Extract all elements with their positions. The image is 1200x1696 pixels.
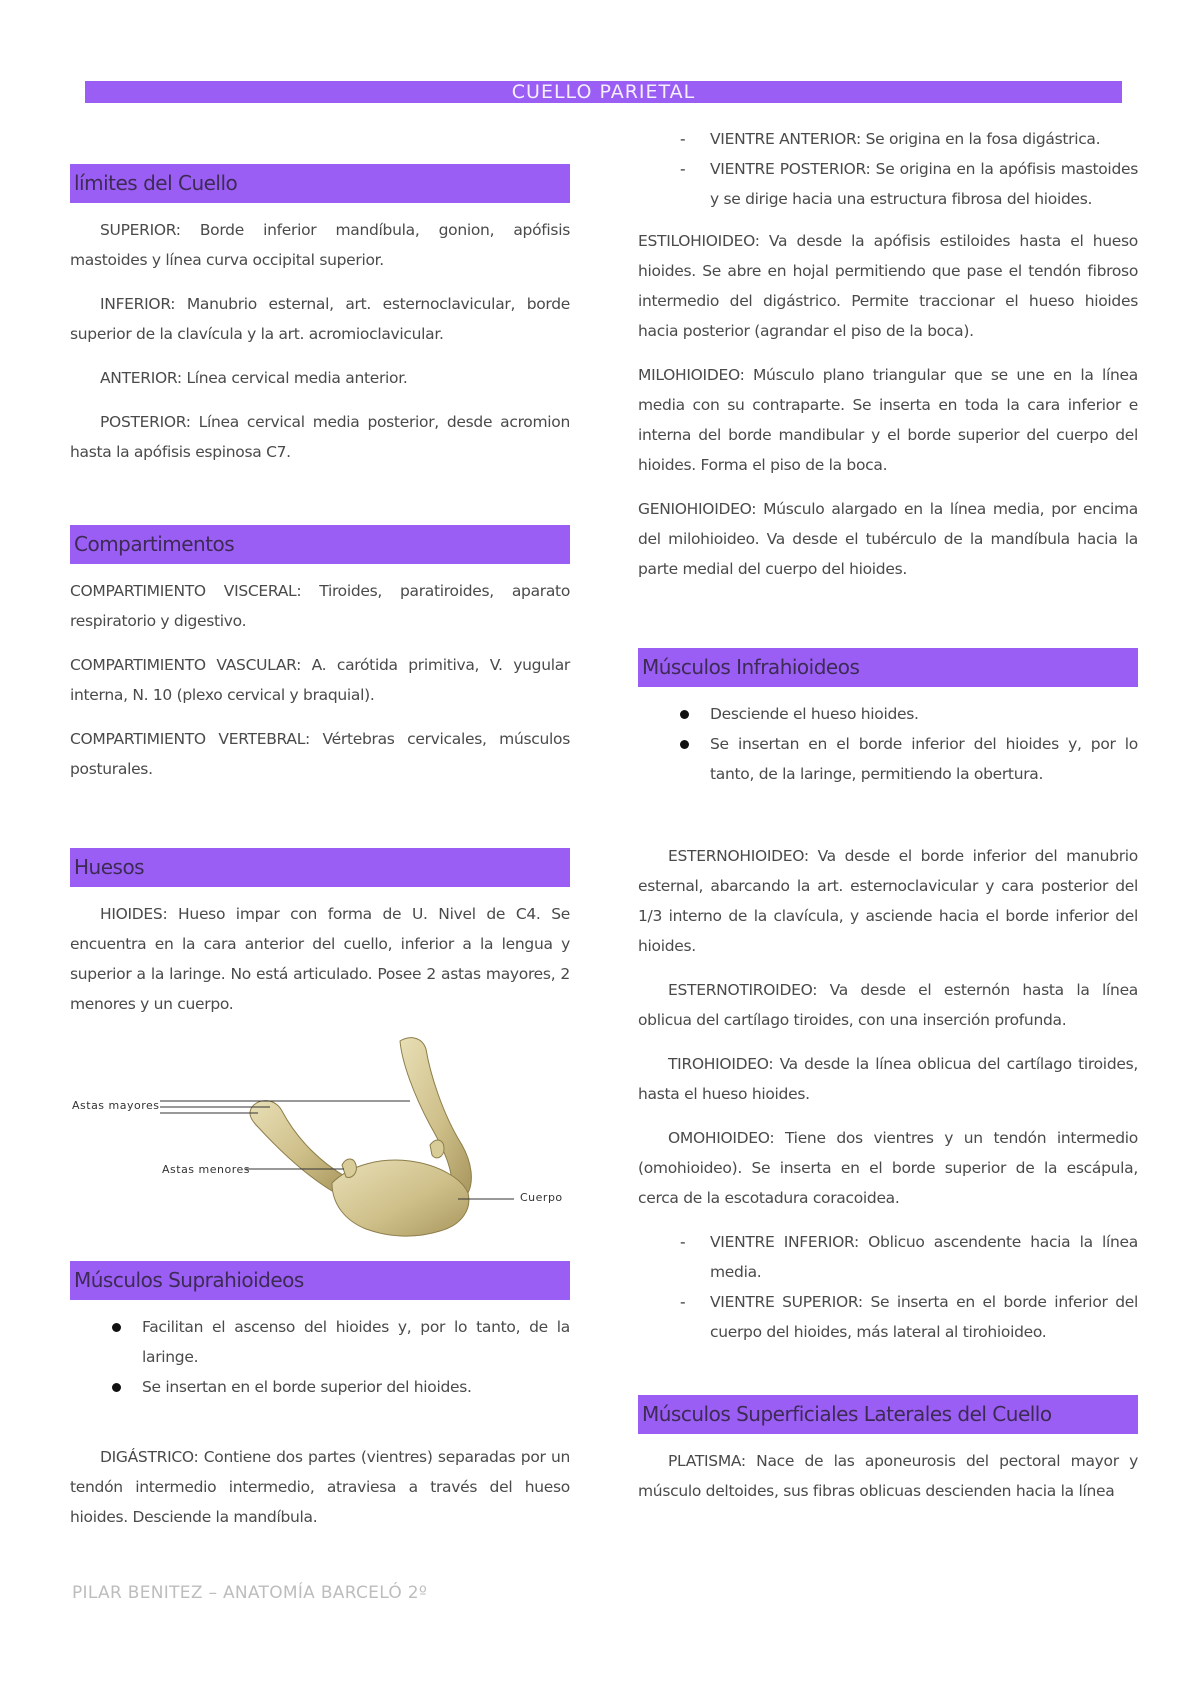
paragraph: OMOHIOIDEO: Tiene dos vientres y un tendón intermedio (omohioideo). Se inserta en el borde superior de la escápula, cerca de la escotadura coracoidea.: [638, 1129, 1138, 1207]
paragraph: GENIOHIOIDEO: Músculo alargado en la línea media, por encima del milohioideo. Va desde el tubérculo de la mandíbula hacia la parte medial del cuerpo del hioides.: [638, 500, 1138, 578]
page-title: CUELLO PARIETAL: [85, 81, 1122, 103]
page-footer: PILAR BENITEZ – ANATOMÍA BARCELÓ 2º: [72, 1583, 428, 1603]
figure-label-cuerpo: Cuerpo: [520, 1191, 563, 1204]
bullet-dot-icon: [112, 1312, 121, 1342]
list-item: - VIENTRE POSTERIOR: Se origina en la apófisis mastoides y se dirige hacia una estructura fibrosa del hioides.: [638, 154, 1138, 214]
dash-icon: -: [680, 1233, 686, 1251]
list-item: Desciende el hueso hioides.: [638, 699, 1138, 729]
figure-label-astas-mayores: Astas mayores: [72, 1099, 160, 1112]
bullet-dot-icon: [112, 1372, 121, 1402]
paragraph: HIOIDES: Hueso impar con forma de U. Nivel de C4. Se encuentra en la cara anterior del cuello, inferior a la lengua y superior a la laringe. No está articulado. Posee 2 astas mayores, 2 menores y un cuerpo.: [70, 905, 570, 1013]
paragraph: COMPARTIMIENTO VASCULAR: A. carótida primitiva, V. yugular interna, N. 10 (plexo cervical y braquial).: [70, 656, 570, 704]
list-item: Facilitan el ascenso del hioides y, por lo tanto, de la laringe.: [70, 1312, 570, 1372]
paragraph: SUPERIOR: Borde inferior mandíbula, gonion, apófisis mastoides y línea curva occipital superior.: [70, 221, 570, 269]
figure-label-astas-menores: Astas menores: [162, 1163, 251, 1176]
hyoid-bone-figure: [70, 1033, 570, 1255]
list-item: - VIENTRE SUPERIOR: Se inserta en el borde inferior del cuerpo del hioides, más lateral al tirohioideo.: [638, 1287, 1138, 1347]
paragraph: PLATISMA: Nace de las aponeurosis del pectoral mayor y músculo deltoides, sus fibras oblicuas descienden hacia la línea: [638, 1452, 1138, 1500]
bullet-dot-icon: [680, 729, 689, 759]
paragraph: COMPARTIMIENTO VISCERAL: Tiroides, paratiroides, aparato respiratorio y digestivo.: [70, 582, 570, 630]
dash-icon: -: [680, 1293, 686, 1311]
section-heading-infrahioideos: Músculos Infrahioideos: [638, 648, 1138, 687]
paragraph: ESTILOHIOIDEO: Va desde la apófisis estiloides hasta el hueso hioides. Se abre en hojal permitiendo que pase el tendón fibroso intermedio del digástrico. Permite traccionar el hueso hioides hacia posterior (agrandar el piso de la boca).: [638, 232, 1138, 340]
dash-list: [638, 124, 1138, 214]
paragraph: INFERIOR: Manubrio esternal, art. esternoclavicular, borde superior de la clavícula y la art. acromioclavicular.: [70, 295, 570, 343]
section-heading-huesos: Huesos: [70, 848, 570, 887]
section-heading-limites: límites del Cuello: [70, 164, 570, 203]
section-heading-compartimentos: Compartimentos: [70, 525, 570, 564]
paragraph: ESTERNOHIOIDEO: Va desde el borde inferior del manubrio esternal, abarcando la art. esternoclavicular y cara posterior del 1/3 interno de la clavícula, y asciende hacia el borde inferior del hioides.: [638, 847, 1138, 955]
list-item: Se insertan en el borde superior del hioides.: [70, 1372, 570, 1402]
dash-list: [638, 1227, 1138, 1347]
section-heading-suprahioideos: Músculos Suprahioideos: [70, 1261, 570, 1300]
list-item: - VIENTRE ANTERIOR: Se origina en la fosa digástrica.: [638, 124, 1138, 154]
paragraph: DIGÁSTRICO: Contiene dos partes (vientres) separadas por un tendón intermedio intermedio, atraviesa a través del hueso hioides. Desciende la mandíbula.: [70, 1448, 570, 1526]
bullet-list: [638, 699, 1138, 789]
paragraph: MILOHIOIDEO: Músculo plano triangular que se une en la línea media con su contraparte. Se inserta en toda la cara inferior e interna del borde mandibular y el borde superior del cuerpo del hioides. Forma el piso de la boca.: [638, 366, 1138, 474]
list-item: - VIENTRE INFERIOR: Oblicuo ascendente hacia la línea media.: [638, 1227, 1138, 1287]
paragraph: ESTERNOTIROIDEO: Va desde el esternón hasta la línea oblicua del cartílago tiroides, con una inserción profunda.: [638, 981, 1138, 1029]
dash-icon: -: [680, 160, 686, 178]
paragraph: POSTERIOR: Línea cervical media posterior, desde acromion hasta la apófisis espinosa C7.: [70, 413, 570, 461]
list-item: Se insertan en el borde inferior del hioides y, por lo tanto, de la laringe, permitiendo la obertura.: [638, 729, 1138, 789]
paragraph: COMPARTIMIENTO VERTEBRAL: Vértebras cervicales, músculos posturales.: [70, 730, 570, 778]
paragraph: ANTERIOR: Línea cervical media anterior.: [100, 369, 408, 387]
bullet-dot-icon: [680, 699, 689, 729]
section-heading-superficiales: Músculos Superficiales Laterales del Cuello: [638, 1395, 1138, 1434]
hyoid-bone-illustration: [70, 1033, 570, 1255]
paragraph: TIROHIOIDEO: Va desde la línea oblicua del cartílago tiroides, hasta el hueso hioides.: [638, 1055, 1138, 1103]
right-column: [638, 124, 1138, 1520]
bullet-list: [70, 1312, 570, 1402]
dash-icon: -: [680, 130, 686, 148]
left-column: [70, 164, 570, 1546]
